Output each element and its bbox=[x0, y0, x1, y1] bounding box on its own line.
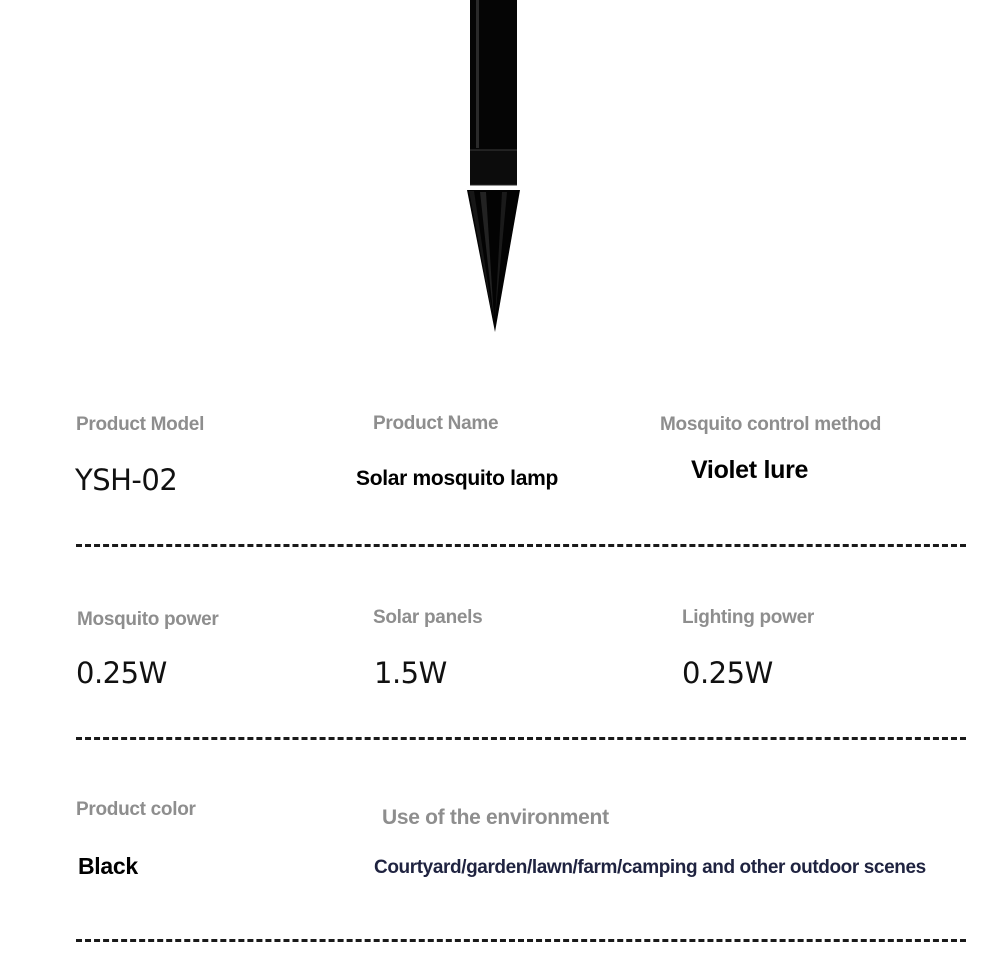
mosquito-power-value: 0.25W bbox=[76, 656, 167, 690]
lighting-power-label: Lighting power bbox=[682, 607, 814, 628]
divider bbox=[76, 737, 966, 740]
divider bbox=[76, 544, 966, 547]
product-color-value: Black bbox=[78, 853, 138, 879]
mosquito-power-label: Mosquito power bbox=[77, 609, 219, 630]
lighting-power-value: 0.25W bbox=[682, 656, 773, 690]
pole-collar bbox=[470, 150, 517, 185]
product-model-value: YSH-02 bbox=[75, 463, 178, 497]
product-name-label: Product Name bbox=[373, 413, 499, 434]
solar-panels-value: 1.5W bbox=[374, 656, 447, 690]
product-image bbox=[440, 0, 550, 345]
ground-stake-spike bbox=[467, 190, 520, 332]
product-model-label: Product Model bbox=[76, 414, 205, 435]
mosquito-control-method-value: Violet lure bbox=[691, 456, 809, 484]
use-environment-value: Courtyard/garden/lawn/farm/camping and other outdoor scenes bbox=[374, 857, 926, 878]
use-environment-label: Use of the environment bbox=[382, 806, 609, 829]
product-color-label: Product color bbox=[76, 799, 196, 820]
product-name-value: Solar mosquito lamp bbox=[356, 467, 558, 490]
solar-panels-label: Solar panels bbox=[373, 607, 483, 628]
mosquito-control-method-label: Mosquito control method bbox=[660, 414, 882, 435]
pole-highlight bbox=[476, 0, 479, 148]
divider bbox=[76, 939, 966, 942]
